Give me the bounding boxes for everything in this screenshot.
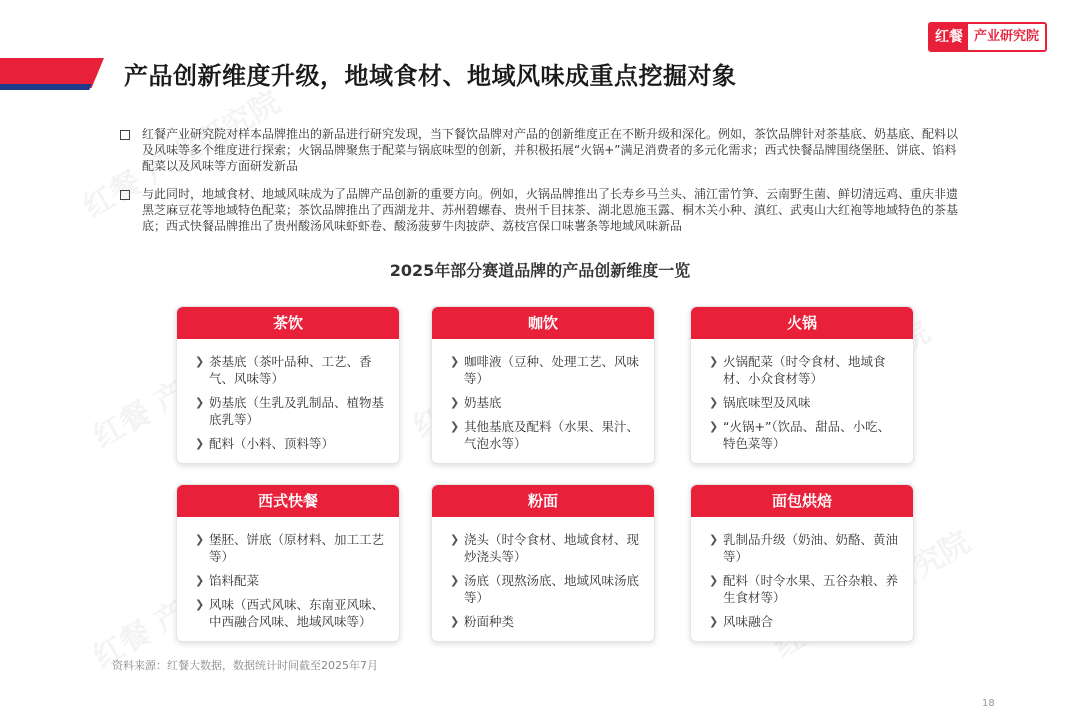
source-note: 资料来源：红餐大数据，数据统计时间截至2025年7月	[112, 659, 378, 672]
card-tea-drinks	[176, 306, 400, 464]
card-header: 火锅	[691, 307, 913, 339]
card-item-text: 浇头（时令食材、地域食材、现炒浇头等）	[464, 532, 640, 564]
card-item	[195, 531, 387, 565]
chevron-right-icon: ❯	[195, 598, 205, 611]
card-item-list	[432, 339, 654, 467]
chevron-right-icon: ❯	[450, 615, 460, 628]
card-item-text: 配料（小料、顶料等）	[209, 436, 335, 451]
logo	[928, 22, 1047, 52]
card-header: 咖饮	[432, 307, 654, 339]
chevron-right-icon: ❯	[709, 420, 719, 433]
card-item-text: 火锅配菜（时令食材、地域食材、小众食材等）	[723, 354, 886, 386]
card-header: 茶饮	[177, 307, 399, 339]
card-item-list	[177, 339, 399, 467]
logo-mark: 红餐	[930, 24, 968, 50]
chevron-right-icon: ❯	[709, 355, 719, 368]
card-item-text: 馅料配菜	[209, 573, 260, 588]
chevron-right-icon: ❯	[709, 615, 719, 628]
square-bullet-icon	[120, 190, 130, 200]
card-item	[709, 613, 901, 630]
card-item-text: 风味（西式风味、东南亚风味、中西融合风味、地域风味等）	[209, 597, 385, 629]
page-number: 18	[982, 698, 995, 709]
card-coffee-drinks	[431, 306, 655, 464]
chevron-right-icon: ❯	[450, 533, 460, 546]
chevron-right-icon: ❯	[709, 396, 719, 409]
card-item	[195, 596, 387, 630]
bullet-list	[120, 126, 965, 246]
chevron-right-icon: ❯	[195, 574, 205, 587]
card-item-text: 茶基底（茶叶品种、工艺、香气、风味等）	[209, 354, 372, 386]
bullet-item	[120, 186, 965, 234]
card-item	[195, 572, 387, 589]
card-item	[709, 531, 901, 565]
card-item-text: 奶基底（生乳及乳制品、植物基底乳等）	[209, 395, 385, 427]
chevron-right-icon: ❯	[195, 533, 205, 546]
bullet-text: 与此同时，地域食材、地域风味成为了品牌产品创新的重要方向。例如，火锅品牌推出了长寿乡马兰头、浦江雷竹笋、云南野生菌、鲜切清远鸡、重庆非遗黑芝麻豆花等地域特色配菜；茶饮品牌推出了西湖龙井、苏州碧螺春、贵州千目抹茶、湖北恩施玉露、桐木关小种、滇红、武夷山大红袍等地域特色的茶基底；西式快餐品牌推出了贵州酸汤风味虾虾卷、酸汤菠萝牛肉披萨、荔枝宫保口味薯条等地域风味新品	[142, 187, 959, 233]
card-item	[709, 394, 901, 411]
card-item	[450, 418, 642, 452]
card-item-text: “火锅+”（饮品、甜品、小吃、特色菜等）	[723, 419, 891, 451]
card-header: 面包烘焙	[691, 485, 913, 517]
chevron-right-icon: ❯	[450, 396, 460, 409]
card-noodles	[431, 484, 655, 642]
card-item-text: 风味融合	[723, 614, 774, 629]
card-item	[195, 435, 387, 452]
chevron-right-icon: ❯	[450, 355, 460, 368]
card-item-text: 堡胚、饼底（原材料、加工工艺等）	[209, 532, 385, 564]
card-item-list	[432, 517, 654, 645]
title-accent-stripe	[0, 58, 104, 88]
card-item	[709, 418, 901, 452]
chevron-right-icon: ❯	[450, 574, 460, 587]
chevron-right-icon: ❯	[195, 396, 205, 409]
card-item-text: 奶基底	[464, 395, 502, 410]
card-item	[450, 531, 642, 565]
card-item	[195, 394, 387, 428]
card-item-text: 锅底味型及风味	[723, 395, 811, 410]
card-item-list	[691, 339, 913, 467]
card-item	[450, 613, 642, 630]
page-title: 产品创新维度升级，地域食材、地域风味成重点挖掘对象	[124, 62, 737, 90]
chevron-right-icon: ❯	[709, 533, 719, 546]
card-item	[709, 353, 901, 387]
card-item	[709, 572, 901, 606]
square-bullet-icon	[120, 130, 130, 140]
card-item-list	[177, 517, 399, 645]
card-item-text: 配料（时令水果、五谷杂粮、养生食材等）	[723, 573, 899, 605]
section-title: 2025年部分赛道品牌的产品创新维度一览	[389, 261, 691, 280]
bullet-item	[120, 126, 965, 174]
chevron-right-icon: ❯	[709, 574, 719, 587]
card-bakery	[690, 484, 914, 642]
card-item-text: 粉面种类	[464, 614, 515, 629]
chevron-right-icon: ❯	[195, 355, 205, 368]
bullet-text: 红餐产业研究院对样本品牌推出的新品进行研究发现，当下餐饮品牌对产品的创新维度正在不断升级和深化。例如，茶饮品牌针对茶基底、奶基底、配料以及风味等多个维度进行探索；火锅品牌聚焦于配菜与锅底味型的创新，并积极拓展“火锅+”满足消费者的多元化需求；西式快餐品牌围绕堡胚、饼底、馅料配菜以及风味等方面研发新品	[142, 127, 959, 173]
card-item	[450, 572, 642, 606]
card-item-text: 咖啡液（豆种、处理工艺、风味等）	[464, 354, 640, 386]
card-item	[195, 353, 387, 387]
title-accent-stripe-blue	[0, 84, 92, 90]
card-western-fast-food	[176, 484, 400, 642]
card-item	[450, 353, 642, 387]
card-item-text: 乳制品升级（奶油、奶酪、黄油等）	[723, 532, 899, 564]
card-item-list	[691, 517, 913, 645]
card-header: 西式快餐	[177, 485, 399, 517]
card-header: 粉面	[432, 485, 654, 517]
chevron-right-icon: ❯	[450, 420, 460, 433]
card-item	[450, 394, 642, 411]
card-hotpot	[690, 306, 914, 464]
logo-text: 产业研究院	[968, 24, 1045, 50]
chevron-right-icon: ❯	[195, 437, 205, 450]
card-item-text: 汤底（现熬汤底、地域风味汤底等）	[464, 573, 640, 605]
card-item-text: 其他基底及配料（水果、果汁、气泡水等）	[464, 419, 640, 451]
